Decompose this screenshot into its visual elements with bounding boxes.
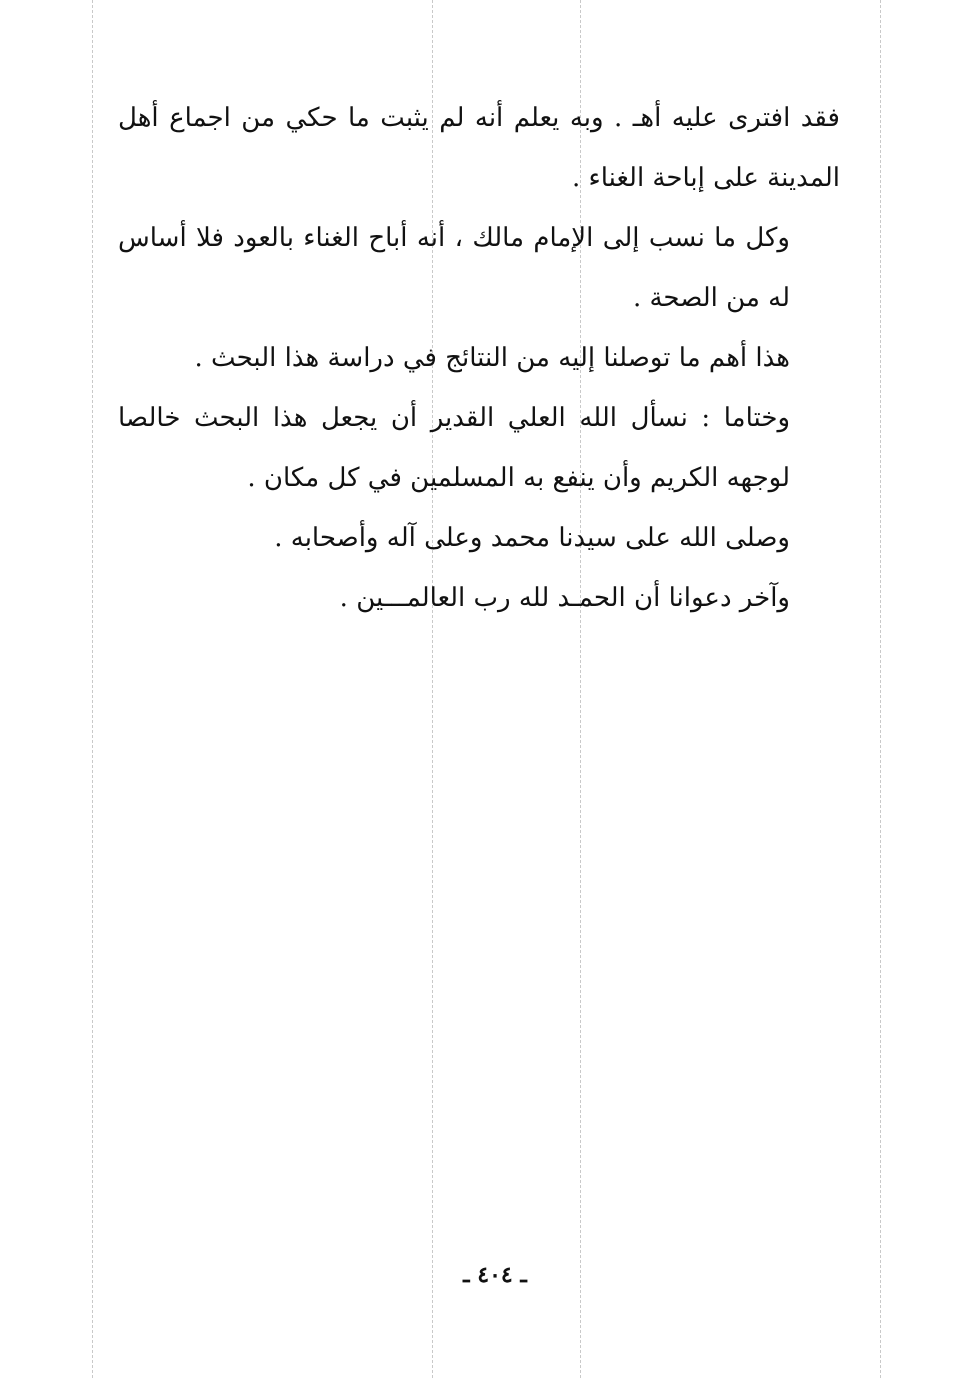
paragraph-malik: وكل ما نسب إلى الإمام مالك ، أنه أباح الغناء بالعود فلا أساس له من الصحة .: [118, 223, 790, 313]
paragraph-closing: وختاما : نسأل الله العلي القدير أن يجعل هذا البحث خالصا لوجهه الكريم وأن ينفع به المسلمين في كل مكان .: [118, 403, 790, 493]
scan-guide-line: [92, 0, 93, 1378]
paragraph-ijma: فقد افترى عليه أهـ . وبه يعلم أنه لم يثبت ما حكي من اجماع أهل المدينة على إباحة الغناء .: [118, 103, 840, 193]
page-number: ـ ٤٠٤ ـ: [463, 1262, 527, 1288]
paragraph-results: هذا أهم ما توصلنا إليه من النتائج في دراسة هذا البحث .: [194, 343, 790, 373]
scan-guide-line: [880, 0, 881, 1378]
page-body: [118, 88, 840, 628]
paragraph-salawat: وصلى الله على سيدنا محمد وعلى آله وأصحابه .: [274, 523, 790, 553]
paragraph-final-prayer: وآخر دعوانا أن الحمـد لله رب العالمـــين .: [339, 583, 790, 613]
